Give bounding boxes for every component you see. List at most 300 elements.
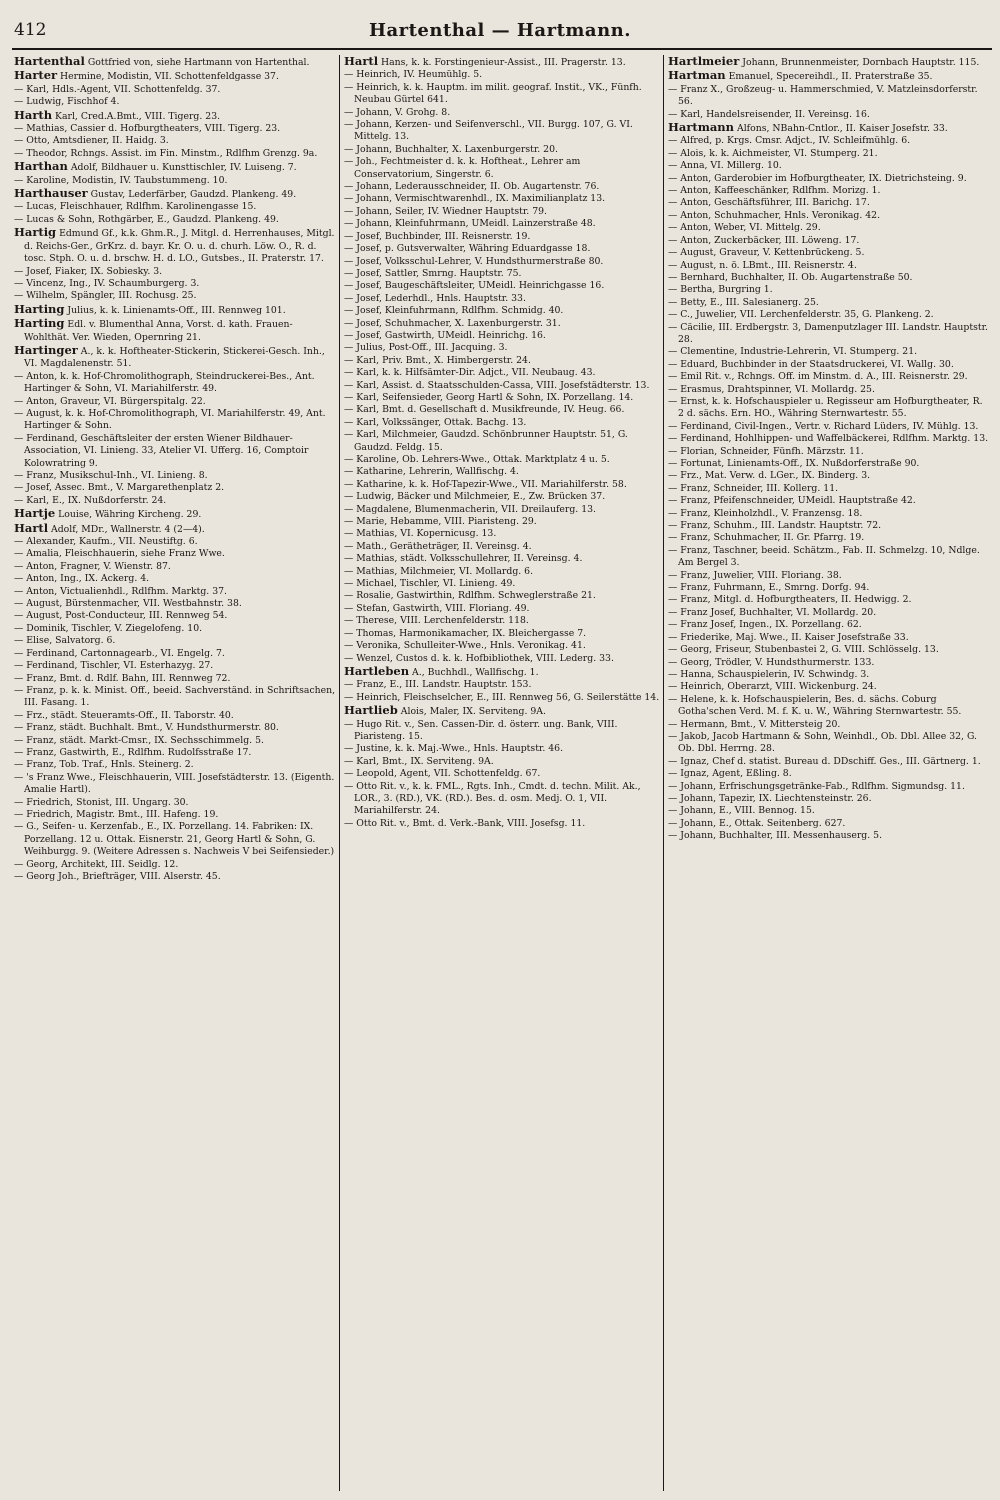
- directory-entry: [14, 408, 336, 433]
- entry-text: — Georg Joh., Briefträger, VIII. Alserstr. 45.: [14, 871, 221, 882]
- directory-entry: [668, 669, 990, 681]
- entry-surname: Harting: [14, 301, 65, 316]
- entry-text: — Friedrich, Magistr. Bmt., III. Hafeng. 19.: [14, 808, 219, 820]
- entry-text: — Ferdinand, Geschäftsleiter der ersten Wiener Bildhauer-Association, VI. Linieng. 33, Atelier VI. Ufferg. 16, Comptoir Kolowratring 9.: [14, 432, 309, 469]
- entry-text: — Karl, Volkssänger, Ottak. Bachg. 13.: [344, 416, 527, 428]
- directory-entry: [344, 280, 660, 292]
- directory-entry: [14, 55, 336, 69]
- entry-text: — Johann, Kerzen- und Seifenverschl., VII. Burgg. 107, G. VI. Mittelg. 13.: [344, 119, 633, 143]
- directory-entry: [14, 871, 336, 883]
- directory-entry: [668, 272, 990, 284]
- entry-surname: Hartlieb: [344, 703, 398, 718]
- entry-text: — Rosalie, Gastwirthin, Rdlfhm. Schweglerstraße 21.: [344, 590, 596, 602]
- entry-text: — Johann, V. Grohg. 8.: [344, 106, 451, 118]
- entry-text: — Anton, Graveur, VI. Bürgerspitalg. 22.: [14, 395, 206, 407]
- directory-entry: [344, 541, 660, 553]
- entry-text: — Franz, Gastwirth, E., Rdlfhm. Rudolfsstraße 17.: [14, 746, 252, 758]
- entry-text: — Mathias, Milchmeier, VI. Mollardg. 6.: [344, 565, 534, 577]
- directory-entry: [344, 768, 660, 780]
- entry-text: — Mathias, VI. Kopernicusg. 13.: [344, 528, 497, 540]
- entry-text: — Karl, Seifensieder, Georg Hartl & Sohn, IX. Porzellang. 14.: [344, 391, 634, 403]
- directory-entry: [668, 756, 990, 768]
- entry-text: Louise, Währing Kircheng. 29.: [55, 509, 202, 521]
- directory-entry: [14, 187, 336, 201]
- entry-surname: Harter: [14, 68, 58, 83]
- entry-text: — Jakob, Jacob Hartmann & Sohn, Weinhdl., Ob. Dbl. Allee 32, G. Ob. Dbl. Herrng. 28.: [668, 730, 978, 755]
- directory-entry: [668, 222, 990, 234]
- entry-text: — Lucas, Fleischhauer, Rdlfhm. Karolinengasse 15.: [14, 201, 257, 213]
- entry-surname: Hartje: [14, 506, 56, 521]
- entry-text: — August, k. k. Hof-Chromolithograph, VI. Mariahilferstr. 49, Ant. Hartinger & Sohn.: [14, 407, 326, 432]
- directory-entry: [14, 226, 336, 265]
- directory-entry: [14, 772, 336, 797]
- column-2: [344, 55, 660, 1495]
- directory-entry: [668, 781, 990, 793]
- directory-entry: [668, 121, 990, 135]
- entry-text: — Therese, VIII. Lerchenfelderstr. 118.: [344, 615, 529, 627]
- entry-text: — August, n. ö. LBmt., III. Reisnerstr. 4.: [668, 259, 857, 271]
- directory-entry: [344, 603, 660, 615]
- entry-text: — Thomas, Harmonikamacher, IX. Bleichergasse 7.: [344, 627, 587, 639]
- directory-entry: [344, 268, 660, 280]
- entry-text: — Franz, städt. Buchhalt. Bmt., V. Hundsthurmerstr. 80.: [14, 722, 279, 734]
- entry-surname: Harthan: [14, 159, 68, 174]
- column-divider: [663, 55, 664, 1491]
- entry-text: — Anton, Victualienhdl., Rdlfhm. Marktg. 37.: [14, 585, 227, 597]
- directory-entry: [14, 648, 336, 660]
- directory-entry: [344, 342, 660, 354]
- directory-entry: [344, 69, 660, 81]
- directory-entry: [668, 607, 990, 619]
- directory-entry: [344, 193, 660, 205]
- directory-entry: [668, 135, 990, 147]
- entry-text: — Anton, k. k. Hof-Chromolithograph, Steindruckerei-Bes., Ant. Hartinger & Sohn, VI. Mariahilferstr. 49.: [14, 370, 315, 395]
- entry-text: — Magdalene, Blumenmacherin, VII. Dreilauferg. 13.: [344, 503, 596, 515]
- entry-text: Edmund Gf., k.k. Ghm.R., J. Mitgl. d. Herrenhauses, Mitgl. d. Reichs-Ger., GrKrz. d. bayr. Kr. O. u. d. churh. Löw. O., R. d. tosc. Stph. O. u. d. brschw. H. d. LO., Gutsbes., II. Praterstr. 17.: [24, 228, 335, 265]
- entry-text: — Josef, Schuhmacher, X. Laxenburgerstr. 31.: [344, 317, 561, 329]
- directory-entry: [668, 160, 990, 172]
- directory-entry: [344, 218, 660, 230]
- directory-entry: [14, 507, 336, 521]
- directory-entry: [344, 640, 660, 652]
- entry-text: — Friedrich, Stonist, III. Ungarg. 30.: [14, 796, 189, 808]
- entry-text: — Justine, k. k. Maj.-Wwe., Hnls. Hauptstr. 46.: [344, 743, 564, 755]
- directory-entry: [344, 206, 660, 218]
- entry-text: — Alois, k. k. Aichmeister, VI. Stumperg. 21.: [668, 147, 878, 159]
- entry-text: — Karl, Bmt. d. Gesellschaft d. Musikfreunde, IV. Heug. 66.: [344, 404, 625, 416]
- directory-entry: [14, 123, 336, 135]
- directory-entry: [344, 454, 660, 466]
- directory-entry: [14, 759, 336, 771]
- entry-text: — Vincenz, Ing., IV. Schaumburgerg. 3.: [14, 277, 200, 289]
- directory-entry: [14, 84, 336, 96]
- directory-entry: [668, 532, 990, 544]
- entry-text: — Anton, Zuckerbäcker, III. Löweng. 17.: [668, 234, 860, 246]
- directory-entry: [14, 685, 336, 710]
- entry-text: — Franz, städt. Markt-Cmsr., IX. Sechsschimmelg. 5.: [14, 734, 264, 746]
- entry-text: — Johann, Kleinfuhrmann, UMeidl. Lainzerstraße 48.: [344, 218, 596, 230]
- entry-surname: Harting: [14, 316, 65, 331]
- directory-entry: [344, 590, 660, 602]
- entry-text: — Karl, Handelsreisender, II. Vereinsg. 16.: [668, 108, 870, 120]
- directory-entry: [668, 384, 990, 396]
- entry-text: — Johann, Buchhalter, X. Laxenburgerstr. 20.: [344, 143, 558, 155]
- directory-entry: [668, 148, 990, 160]
- directory-entry: [14, 561, 336, 573]
- directory-entry: [668, 359, 990, 371]
- entry-text: — Bertha, Burgring 1.: [668, 284, 773, 296]
- column-3: [668, 55, 990, 1495]
- directory-entry: [668, 260, 990, 272]
- directory-entry: [14, 586, 336, 598]
- entry-text: — Ernst, k. k. Hofschauspieler u. Regisseur am Hofburgtheater, R. 2 d. sächs. Ern. HO., Währing Sternwartestr. 55.: [668, 395, 983, 420]
- directory-entry: [14, 135, 336, 147]
- entry-text: — August, Post-Conducteur, III. Rennweg 54.: [14, 610, 228, 622]
- entry-text: Karl, Cred.A.Bmt., VIII. Tigerg. 23.: [52, 110, 221, 122]
- entry-text: — Johann, Seiler, IV. Wiedner Hauptstr. 79.: [344, 205, 547, 217]
- directory-entry: [668, 818, 990, 830]
- entry-text: — Franz, Schuhmacher, II. Gr. Pfarrg. 19.: [668, 532, 865, 544]
- entry-text: — Otto Rit. v., Bmt. d. Verk.-Bank, VIII. Josefsg. 11.: [344, 817, 586, 829]
- entry-surname: Hartlmeier: [668, 55, 740, 68]
- entry-surname: Harthauser: [14, 186, 88, 201]
- directory-entry: [344, 528, 660, 540]
- entry-surname: Hartig: [14, 225, 57, 240]
- directory-entry: [344, 781, 660, 818]
- entry-text: A., k. k. Hoftheater-Stickerin, Stickerei-Gesch. Inh., VI. Magdalenenstr. 51.: [24, 345, 325, 370]
- entry-text: — Heinrich, Oberarzt, VIII. Wickenburg. 24.: [668, 681, 877, 693]
- entry-text: — C., Juwelier, VII. Lerchenfelderstr. 35, G. Plankeng. 2.: [668, 309, 934, 321]
- entry-text: — Julius, Post-Off., III. Jacquing. 3.: [344, 342, 508, 354]
- directory-entry: [344, 144, 660, 156]
- entry-text: Edl. v. Blumenthal Anna, Vorst. d. kath. Frauen-Wohlthät. Ver. Wieden, Opernring 21.: [24, 319, 293, 343]
- directory-entry: [344, 231, 660, 243]
- directory-entry: [344, 119, 660, 144]
- entry-text: — Wenzel, Custos d. k. k. Hofbibliothek, VIII. Lederg. 33.: [344, 652, 614, 664]
- entry-surname: Harth: [14, 107, 53, 122]
- entry-surname: Hartl: [14, 520, 49, 535]
- entry-text: — Georg, Architekt, III. Seidlg. 12.: [14, 858, 179, 870]
- entry-text: — August, Bürstenmacher, VII. Westbahnstr. 38.: [14, 598, 242, 610]
- entry-text: Alfons, NBahn-Cntlor., II. Kaiser Josefstr. 33.: [734, 123, 948, 135]
- entry-text: — Johann, E., Ottak. Seitenberg. 627.: [668, 817, 846, 829]
- directory-entry: [14, 859, 336, 871]
- directory-entry: [14, 735, 336, 747]
- entry-text: Gustav, Lederfärber, Gaudzd. Plankeng. 49.: [87, 189, 297, 201]
- directory-entry: [14, 303, 336, 317]
- directory-entry: [668, 197, 990, 209]
- directory-entry: [668, 297, 990, 309]
- directory-entry: [668, 396, 990, 421]
- entry-text: — Franz, Pfeifenschneider, UMeidl. Hauptstraße 42.: [668, 495, 916, 507]
- entry-text: — Josef, Volksschul-Lehrer, V. Hundsthurmerstraße 80.: [344, 255, 604, 267]
- entry-text: — Josef, Gastwirth, UMeidl. Heinrichg. 16.: [344, 329, 546, 341]
- entry-surname: Hartinger: [14, 342, 78, 357]
- directory-entry: [668, 694, 990, 719]
- entry-text: — Josef, Kleinfuhrmann, Rdlfhm. Schmidg. 40.: [344, 305, 564, 317]
- entry-text: — Johann, E., VIII. Bennog. 15.: [668, 805, 815, 817]
- entry-text: — Ludwig, Fischhof 4.: [14, 96, 120, 108]
- directory-entry: [14, 536, 336, 548]
- directory-entry: [344, 243, 660, 255]
- entry-text: — Franz, Schneider, III. Kollerg. 11.: [668, 482, 839, 494]
- directory-entry: [344, 479, 660, 491]
- entry-text: Adolf, MDr., Wallnerstr. 4 (2—4).: [48, 523, 205, 535]
- entry-text: — Johann, Lederausschneider, II. Ob. Augartenstr. 76.: [344, 181, 600, 193]
- entry-text: — Franz, p. k. k. Minist. Off., beeid. Sachverständ. in Schriftsachen, III. Fasang. 1.: [14, 684, 336, 709]
- directory-entry: [668, 520, 990, 532]
- directory-entry: [668, 768, 990, 780]
- entry-text: — Frz., Mat. Verw. d. LGer., IX. Binderg. 3.: [668, 470, 871, 482]
- directory-entry: [344, 55, 660, 69]
- entry-text: — Clementine, Industrie-Lehrerin, VI. Stumperg. 21.: [668, 346, 918, 358]
- entry-text: — Hugo Rit. v., Sen. Cassen-Dir. d. österr. ung. Bank, VIII. Piaristeng. 15.: [344, 718, 618, 742]
- entry-text: — Alexander, Kaufm., VII. Neustiftg. 6.: [14, 536, 198, 548]
- column-1: [14, 55, 336, 1495]
- directory-entry: [668, 346, 990, 358]
- directory-entry: [668, 570, 990, 582]
- directory-entry: [344, 330, 660, 342]
- directory-entry: [668, 719, 990, 731]
- directory-entry: [344, 756, 660, 768]
- entry-text: — Georg, Trödler, V. Hundsthurmerstr. 133.: [668, 656, 875, 668]
- entry-text: — Wilhelm, Spängler, III. Rochusg. 25.: [14, 290, 197, 302]
- entry-surname: Hartleben: [344, 663, 410, 678]
- entry-text: — Joh., Fechtmeister d. k. k. Hoftheat., Lehrer am Conservatorium, Singerstr. 6.: [344, 156, 581, 180]
- entry-text: — Josef, p. Gutsverwalter, Währing Eduardgasse 18.: [344, 243, 591, 255]
- directory-entry: [668, 173, 990, 185]
- directory-entry: [344, 566, 660, 578]
- entry-text: — Karoline, Modistin, IV. Taubstummeng. 10.: [14, 174, 228, 186]
- entry-text: — Helene, k. k. Hofschauspielerin, Bes. d. sächs. Coburg Gotha'schen Verd. M. f. K. u. W., Währing Sternwartestr. 55.: [668, 693, 962, 718]
- entry-text: — Karl, k. k. Hilfsämter-Dir. Adjct., VII. Neubaug. 43.: [344, 367, 596, 379]
- directory-entry: [14, 160, 336, 174]
- directory-entry: [344, 367, 660, 379]
- entry-text: — Franz, Mitgl. d. Hofburgtheaters, II. Hedwigg. 2.: [668, 594, 912, 606]
- directory-entry: [668, 681, 990, 693]
- entry-text: — Josef, Assec. Bmt., V. Margarethenplatz 2.: [14, 482, 225, 494]
- entry-text: — Karl, E., IX. Nußdorferstr. 24.: [14, 494, 167, 506]
- entry-text: — Stefan, Gastwirth, VIII. Floriang. 49.: [344, 602, 530, 614]
- entry-text: — Eduard, Buchbinder in der Staatsdruckerei, VI. Wallg. 30.: [668, 358, 954, 370]
- directory-entry: [668, 508, 990, 520]
- entry-text: — Franz, Juwelier, VIII. Floriang. 38.: [668, 569, 842, 581]
- directory-entry: [344, 355, 660, 367]
- entry-text: — Ferdinand, Civil-Ingen., Vertr. v. Richard Lüders, IV. Mühlg. 13.: [668, 420, 979, 432]
- entry-text: — Cäcilie, III. Erdbergstr. 3, Damenputzlager III. Landstr. Hauptstr. 28.: [668, 321, 988, 345]
- entry-text: — Florian, Schneider, Fünfh. Märzstr. 11.: [668, 445, 864, 457]
- directory-entry: [344, 429, 660, 454]
- directory-entry: [344, 516, 660, 528]
- directory-entry: [668, 371, 990, 383]
- entry-text: — Ignaz, Chef d. statist. Bureau d. DDschiff. Ges., III. Gärtnerg. 1.: [668, 755, 981, 767]
- entry-text: — Michael, Tischler, VI. Linieng. 49.: [344, 578, 516, 590]
- entry-text: — Otto Rit. v., k. k. FML., Rgts. Inh., Cmdt. d. techn. Milit. Ak., LOR., 3. (RD.), VK. (RD.). Bes. d. osm. Medj. O. 1, VII. Mariahilferstr. 24.: [344, 780, 641, 817]
- entry-text: — Ludwig, Bäcker und Milchmeier, E., Zw. Brücken 37.: [344, 491, 606, 503]
- directory-entry: [14, 548, 336, 560]
- entry-text: Alois, Maler, IX. Serviteng. 9A.: [397, 706, 546, 718]
- entry-text: — Hanna, Schauspielerin, IV. Schwindg. 3.: [668, 668, 870, 680]
- directory-entry: [14, 266, 336, 278]
- entry-text: — Math., Gerätheträger, II. Vereinsg. 4.: [344, 540, 532, 552]
- entry-text: — Josef, Baugeschäftsleiter, UMeidl. Heinrichgasse 16.: [344, 280, 605, 292]
- entry-text: — Franz, E., III. Landstr. Hauptstr. 153.: [344, 679, 532, 691]
- entry-text: — Franz, Kleinholzhdl., V. Franzensg. 18.: [668, 507, 863, 519]
- directory-entry: [668, 731, 990, 756]
- entry-text: Julius, k. k. Linienamts-Off., III. Rennweg 101.: [64, 304, 286, 316]
- entry-text: Gottfried von, siehe Hartmann von Hartenthal.: [84, 57, 310, 68]
- entry-text: — Anton, Garderobier im Hofburgtheater, IX. Dietrichsteing. 9.: [668, 172, 967, 184]
- directory-entry: [668, 657, 990, 669]
- entry-text: — Emil Rit. v., Rchngs. Off. im Minstm. d. A., III. Reisnerstr. 29.: [668, 371, 968, 383]
- entry-text: — Ferdinand, Hohlhippen- und Waffelbäckerei, Rdlfhm. Marktg. 13.: [668, 433, 989, 445]
- entry-surname: Hartmann: [668, 120, 735, 135]
- entry-text: — Betty, E., III. Salesianerg. 25.: [668, 296, 819, 308]
- entry-text: — Leopold, Agent, VII. Schottenfeldg. 67.: [344, 768, 541, 780]
- directory-entry: [14, 747, 336, 759]
- column-divider: [339, 55, 340, 1491]
- directory-entry: [668, 495, 990, 507]
- directory-entry: [668, 235, 990, 247]
- entry-text: — Anton, Weber, VI. Mittelg. 29.: [668, 222, 821, 234]
- entry-text: — Bernhard, Buchhalter, II. Ob. Augartenstraße 50.: [668, 271, 913, 283]
- directory-entry: [344, 107, 660, 119]
- directory-entry: [668, 793, 990, 805]
- directory-entry: [668, 55, 990, 69]
- directory-entry: [668, 247, 990, 259]
- directory-entry: [344, 466, 660, 478]
- entry-text: — Marie, Hebamme, VIII. Piaristeng. 29.: [344, 516, 537, 528]
- entry-text: — Anton, Geschäftsführer, III. Barichg. 17.: [668, 197, 870, 209]
- entry-text: — Johann, Tapezir, IX. Liechtensteinstr. 26.: [668, 792, 872, 804]
- entry-text: — Mathias, Cassier d. Hofburgtheaters, VIII. Tigerg. 23.: [14, 123, 281, 135]
- directory-entry: [668, 84, 990, 109]
- entry-text: — Georg, Friseur, Stubenbastei 2, G. VIII. Schlösselg. 13.: [668, 644, 939, 656]
- directory-entry: [14, 797, 336, 809]
- entry-text: — Ferdinand, Tischler, VI. Esterhazyg. 27.: [14, 660, 214, 672]
- entry-text: — Franz, Fuhrmann, E., Smrng. Dorfg. 94.: [668, 582, 870, 594]
- entry-text: A., Buchhdl., Wallfischg. 1.: [409, 666, 539, 678]
- entry-text: — Anna, VI. Millerg. 10.: [668, 160, 782, 172]
- entry-text: — Mathias, städt. Volksschullehrer, II. Vereinsg. 4.: [344, 553, 583, 565]
- entry-text: — Heinrich, k. k. Hauptm. im milit. geograf. Instit., VK., Fünfh. Neubau Gürtel 641.: [344, 81, 642, 106]
- directory-entry: [668, 545, 990, 570]
- directory-entry: [344, 318, 660, 330]
- entry-text: — G., Seifen- u. Kerzenfab., E., IX. Porzellang. 14. Fabriken: IX. Porzellang. 12 u. Ottak. Eisnerstr. 21, Georg Hartl & Sohn, G. Weihburgg. 9. (Weitere Adressen s. Nachweis V bei Seifensieder.): [14, 821, 335, 858]
- directory-entry: [668, 594, 990, 606]
- directory-entry: [14, 214, 336, 226]
- entry-text: — 's Franz Wwe., Fleischhauerin, VIII. Josefstädterstr. 13. (Eigenth. Amalie Hartl).: [14, 771, 335, 796]
- directory-entry: [668, 644, 990, 656]
- entry-text: Hermine, Modistin, VII. Schottenfeldgasse 37.: [57, 71, 279, 83]
- directory-entry: [344, 380, 660, 392]
- directory-entry: [344, 404, 660, 416]
- directory-entry: [14, 635, 336, 647]
- directory-entry: [344, 156, 660, 181]
- entry-text: — Lucas & Sohn, Rothgärber, E., Gaudzd. Plankeng. 49.: [14, 213, 279, 225]
- directory-entry: [14, 598, 336, 610]
- directory-entry: [14, 396, 336, 408]
- directory-entry: [14, 371, 336, 396]
- directory-entry: [668, 284, 990, 296]
- directory-entry: [668, 210, 990, 222]
- entry-text: — Ignaz, Agent, Eßling. 8.: [668, 768, 792, 780]
- entry-text: — Dominik, Tischler, V. Ziegelofeng. 10.: [14, 622, 203, 634]
- entry-text: — Katharine, Lehrerin, Wallfischg. 4.: [344, 466, 519, 478]
- entry-text: — Anton, Fragner, V. Wienstr. 87.: [14, 560, 171, 572]
- entry-surname: Hartl: [344, 55, 379, 68]
- entry-text: — Alfred, p. Krgs. Cmsr. Adjct., IV. Schleifmühlg. 6.: [668, 135, 911, 147]
- entry-text: — Franz Josef, Buchhalter, VI. Mollardg. 20.: [668, 606, 877, 618]
- entry-text: — Johann, Vermischtwarenhdl., IX. Maximilianplatz 13.: [344, 193, 606, 205]
- entry-text: — Josef, Lederhdl., Hnls. Hauptstr. 33.: [344, 292, 526, 304]
- directory-entry: [344, 578, 660, 590]
- directory-entry: [668, 421, 990, 433]
- entry-text: — Veronika, Schulleiter-Wwe., Hnls. Veronikag. 41.: [344, 640, 586, 652]
- entry-surname: Hartenthal: [14, 55, 85, 68]
- directory-entry: [14, 201, 336, 213]
- directory-entry: [344, 293, 660, 305]
- entry-text: Adolf, Bildhauer u. Kunsttischler, IV. Luiseng. 7.: [67, 162, 297, 174]
- directory-entry: [344, 256, 660, 268]
- directory-entry: [14, 710, 336, 722]
- entry-text: — Karl, Priv. Bmt., X. Himbergerstr. 24.: [344, 354, 531, 366]
- directory-entry: [14, 809, 336, 821]
- directory-entry: [668, 470, 990, 482]
- directory-entry: [344, 704, 660, 718]
- directory-entry: [14, 278, 336, 290]
- directory-entry: [344, 82, 660, 107]
- entry-text: — Erasmus, Drahtspinner, VI. Mollardg. 25.: [668, 383, 875, 395]
- entry-text: — Fortunat, Linienamts-Off., IX. Nußdorferstraße 90.: [668, 458, 920, 469]
- directory-entry: [668, 830, 990, 842]
- entry-text: — Anton, Schuhmacher, Hnls. Veronikag. 42.: [668, 209, 881, 221]
- entry-text: — Ferdinand, Cartonnagearb., VI. Engelg. 7.: [14, 647, 225, 659]
- entry-text: — Anton, Kaffeeschänker, Rdlfhm. Morizg. 1.: [668, 185, 881, 197]
- entry-text: — Josef, Buchbinder, III. Reisnerstr. 19.: [344, 230, 531, 242]
- directory-entry: [344, 181, 660, 193]
- directory-entry: [14, 69, 336, 83]
- directory-entry: [14, 344, 336, 371]
- entry-text: — August, Graveur, V. Kettenbrückeng. 5.: [668, 247, 865, 259]
- directory-entry: [668, 433, 990, 445]
- directory-entry: [668, 322, 990, 347]
- directory-entry: [14, 495, 336, 507]
- directory-entry: [668, 458, 990, 470]
- entry-text: — Karoline, Ob. Lehrers-Wwe., Ottak. Marktplatz 4 u. 5.: [344, 454, 610, 465]
- directory-entry: [668, 309, 990, 321]
- entry-text: Emanuel, Specereihdl., II. Praterstraße 35.: [725, 71, 933, 83]
- entry-text: — Elise, Salvatorg. 6.: [14, 635, 116, 647]
- entry-text: — Karl, Assist. d. Staatsschulden-Cassa, VIII. Josefstädterstr. 13.: [344, 379, 650, 391]
- directory-entry: [668, 619, 990, 631]
- directory-entry: [14, 722, 336, 734]
- entry-text: — Franz X., Großzeug- u. Hammerschmied, V. Matzleinsdorferstr. 56.: [668, 83, 978, 108]
- directory-entry: [344, 392, 660, 404]
- entry-text: — Heinrich, IV. Heumühlg. 5.: [344, 69, 483, 81]
- directory-entry: [344, 818, 660, 830]
- entry-text: — Otto, Amtsdiener, II. Haidg. 3.: [14, 135, 169, 147]
- entry-text: — Anton, Ing., IX. Ackerg. 4.: [14, 573, 150, 585]
- entry-text: — Johann, Erfrischungsgetränke-Fab., Rdlfhm. Sigmundsg. 11.: [668, 780, 965, 792]
- entry-text: — Theodor, Rchngs. Assist. im Fin. Minstm., Rdlfhm Grenzg. 9a.: [14, 147, 318, 159]
- directory-entry: [14, 623, 336, 635]
- directory-entry: [344, 491, 660, 503]
- directory-entry: [14, 660, 336, 672]
- directory-entry: [14, 470, 336, 482]
- directory-entry: [668, 185, 990, 197]
- directory-entry: [668, 632, 990, 644]
